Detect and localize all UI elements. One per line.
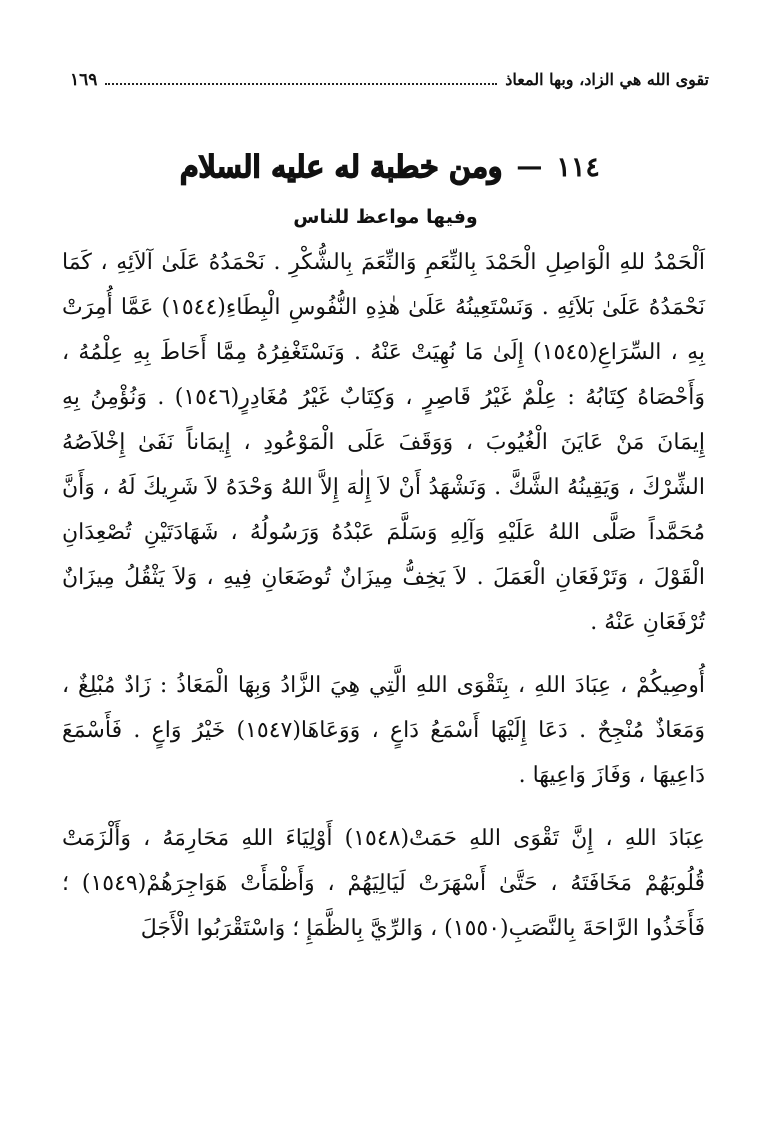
running-header (70, 70, 709, 98)
body-text (62, 240, 705, 951)
subheading: وفيها مواعظ للناس (293, 206, 478, 228)
paragraph: اَلْحَمْدُ للهِ الْوَاصِلِ الْحَمْدَ بِالنِّعَمِ وَالنِّعَمَ بِالشُّكْرِ . نَحْمَدُهُ عَلَىٰ آلاَئِهِ ، كَمَا نَحْمَدُهُ عَلَىٰ بَلاَئِهِ . وَنَسْتَعِينُهُ عَلَىٰ هٰذِهِ النُّفُوسِ الْبِطَاءِ(١٥٤٤) عَمَّا أُمِرَتْ بِهِ ، السِّرَاعِ(١٥٤٥) إِلَىٰ مَا نُهِيَتْ عَنْهُ . وَنَسْتَغْفِرُهُ مِمَّا أَحَاطَ بِهِ عِلْمُهُ ، وَأَحْصَاهُ كِتَابُهُ : عِلْمٌ غَيْرُ قَاصِرٍ ، وَكِتَابٌ غَيْرُ مُغَادِرٍ(١٥٤٦) . وَنُؤْمِنُ بِهِ إِيمَانَ مَنْ عَايَنَ الْغُيُوبَ ، وَوَقَفَ عَلَى الْمَوْعُودِ ، إِيمَاناً نَفَىٰ إِخْلاَصُهُ الشِّرْكَ ، وَيَقِينُهُ الشَّكَّ . وَنَشْهَدُ أَنْ لاَ إِلٰهَ إِلاَّ اللهُ وَحْدَهُ لاَ شَرِيكَ لَهُ ، وَأَنَّ مُحَمَّداً صَلَّى اللهُ عَلَيْهِ وَآلِهِ وَسَلَّمَ عَبْدُهُ وَرَسُولُهُ ، شَهَادَتَيْنِ تُصْعِدَانِ الْقَوْلَ ، وَتَرْفَعَانِ الْعَمَلَ . لاَ يَخِفُّ مِيزَانٌ تُوضَعَانِ فِيهِ ، وَلاَ يَثْقُلُ مِيزَانٌ تُرْفَعَانِ عَنْهُ . (62, 250, 705, 635)
paragraph: عِبَادَ اللهِ ، إِنَّ تَقْوَى اللهِ حَمَتْ(١٥٤٨) أَوْلِيَاءَ اللهِ مَحَارِمَهُ ، وَأَلْزَمَتْ قُلُوبَهُمْ مَخَافَتَهُ ، حَتَّىٰ أَسْهَرَتْ لَيَالِيَهُمْ ، وَأَظْمَأَتْ هَوَاجِرَهُمْ(١٥٤٩) ؛ فَأَخَذُوا الرَّاحَةَ بِالنَّصَبِ(١٥٥٠) ، وَالرِّيَّ بِالظَّمَإِ ؛ وَاسْتَقْرَبُوا الْأَجَلَ (62, 826, 705, 941)
page-number: ١٦٩ (70, 70, 98, 90)
sermon-title-calligraphy: ومن خطبة له عليه السلام (180, 149, 503, 185)
paragraph: أُوصِيكُمْ ، عِبَادَ اللهِ ، بِتَقْوَى اللهِ الَّتِي هِيَ الزَّادُ وَبِهَا الْمَعَاذُ : زَادٌ مُبْلِغٌ ، وَمَعَاذٌ مُنْجِحٌ . دَعَا إِلَيْهَا أَسْمَعُ دَاعٍ ، وَوَعَاهَا(١٥٤٧) خَيْرُ وَاعٍ . فَأَسْمَعَ دَاعِيهَا ، وَفَازَ وَاعِيهَا . (62, 673, 706, 788)
sermon-number: ١١٤ (556, 151, 600, 183)
sermon-heading (180, 142, 600, 192)
running-header-title: تقوى الله هي الزاد، وبها المعاذ (505, 70, 709, 89)
dotted-leader (105, 71, 497, 85)
sermon-dash: — (516, 152, 543, 182)
